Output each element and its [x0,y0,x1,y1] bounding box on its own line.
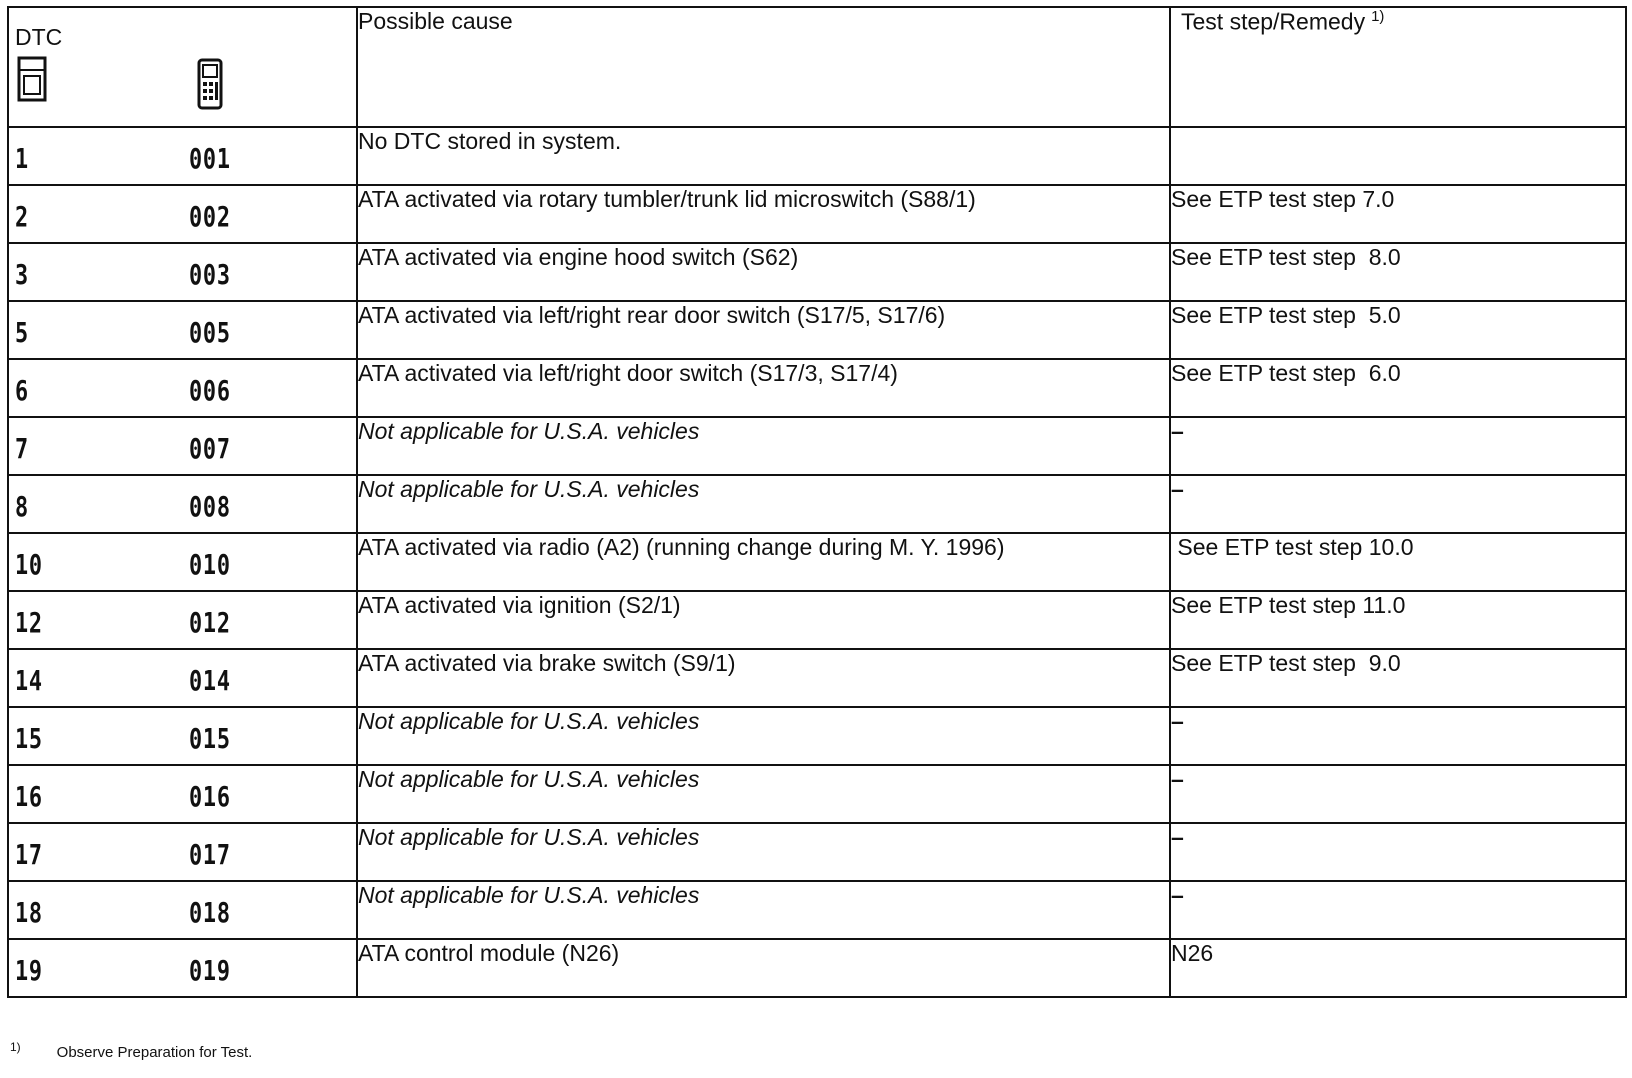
table-row [8,243,1626,301]
possible-cause-cell: ATA activated via rotary tumbler/trunk lid microswitch (S88/1) [357,185,1170,243]
test-step-cell: See ETP test step 11.0 [1170,591,1626,649]
blink-code: 19 [15,954,43,987]
tester-code: 007 [189,432,231,465]
table-row [8,707,1626,765]
blink-code: 18 [15,896,43,929]
blink-code: 8 [15,490,29,523]
blink-code: 16 [15,780,43,813]
blink-code: 2 [15,200,29,233]
possible-cause-cell: ATA activated via left/right door switch (S17/3, S17/4) [357,359,1170,417]
blink-code: 3 [15,258,29,291]
footnote-mark: 1) [10,1040,21,1054]
table-row [8,939,1626,997]
blink-code: 5 [15,316,29,349]
footnote [10,1040,253,1061]
dtc-code-cell [8,707,357,765]
tester-code: 002 [189,200,231,233]
table-row [8,417,1626,475]
header-test-label: Test step/Remedy [1181,8,1366,35]
possible-cause-cell: ATA activated via brake switch (S9/1) [357,649,1170,707]
test-step-cell: – [1170,417,1626,475]
test-step-cell: – [1170,765,1626,823]
table-row [8,359,1626,417]
test-step-cell: See ETP test step 8.0 [1170,243,1626,301]
tester-code: 010 [189,548,231,581]
tester-code: 006 [189,374,231,407]
possible-cause-cell: Not applicable for U.S.A. vehicles [357,475,1170,533]
table-row [8,533,1626,591]
possible-cause-cell: Not applicable for U.S.A. vehicles [357,417,1170,475]
test-step-cell [1170,127,1626,185]
possible-cause-cell: ATA activated via engine hood switch (S62) [357,243,1170,301]
header-dtc-cell [8,7,357,127]
hand-held-tester-icon [195,58,225,110]
possible-cause-cell: Not applicable for U.S.A. vehicles [357,881,1170,939]
table-row [8,881,1626,939]
dtc-code-cell [8,475,357,533]
possible-cause-cell: ATA activated via radio (A2) (running change during M. Y. 1996) [357,533,1170,591]
test-step-cell: See ETP test step 5.0 [1170,301,1626,359]
dtc-code-cell [8,359,357,417]
table-row [8,127,1626,185]
table-row [8,823,1626,881]
dtc-code-cell [8,591,357,649]
table-row [8,475,1626,533]
dtc-code-cell [8,127,357,185]
tester-code: 015 [189,722,231,755]
table-row [8,591,1626,649]
dtc-table [7,6,1627,998]
blink-code: 15 [15,722,43,755]
table-row [8,765,1626,823]
table-row [8,301,1626,359]
blink-code: 6 [15,374,29,407]
tester-code: 014 [189,664,231,697]
blink-code: 7 [15,432,29,465]
header-dtc-label: DTC [15,24,63,50]
dtc-code-cell [8,243,357,301]
possible-cause-cell: ATA control module (N26) [357,939,1170,997]
dtc-code-cell [8,939,357,997]
test-step-cell: – [1170,707,1626,765]
blink-code: 1 [15,142,29,175]
tester-code: 017 [189,838,231,871]
tester-code: 012 [189,606,231,639]
dtc-code-cell [8,301,357,359]
blink-code: 14 [15,664,43,697]
tester-code: 005 [189,316,231,349]
possible-cause-cell: Not applicable for U.S.A. vehicles [357,707,1170,765]
blink-code: 10 [15,548,43,581]
blink-code-display-icon [17,56,47,102]
tester-code: 016 [189,780,231,813]
tester-code: 001 [189,142,231,175]
blink-code: 17 [15,838,43,871]
test-step-cell: – [1170,881,1626,939]
possible-cause-cell: No DTC stored in system. [357,127,1170,185]
test-step-cell: N26 [1170,939,1626,997]
blink-code: 12 [15,606,43,639]
test-step-cell: See ETP test step 6.0 [1170,359,1626,417]
dtc-code-cell [8,765,357,823]
possible-cause-cell: Not applicable for U.S.A. vehicles [357,765,1170,823]
tester-code: 003 [189,258,231,291]
possible-cause-cell: ATA activated via ignition (S2/1) [357,591,1170,649]
tester-code: 019 [189,954,231,987]
header-test-footnote-mark: 1) [1371,8,1385,25]
test-step-cell: – [1170,475,1626,533]
header-test-cell [1170,7,1626,127]
test-step-cell: See ETP test step 7.0 [1170,185,1626,243]
dtc-code-cell [8,649,357,707]
dtc-code-cell [8,823,357,881]
dtc-code-cell [8,881,357,939]
possible-cause-cell: Not applicable for U.S.A. vehicles [357,823,1170,881]
possible-cause-cell: ATA activated via left/right rear door switch (S17/5, S17/6) [357,301,1170,359]
header-cause-label: Possible cause [358,8,513,34]
test-step-cell: See ETP test step 10.0 [1170,533,1626,591]
tester-code: 008 [189,490,231,523]
dtc-code-cell [8,185,357,243]
table-header-row [8,7,1626,127]
header-cause-cell [357,7,1170,127]
dtc-code-cell [8,417,357,475]
footnote-text: Observe Preparation for Test. [56,1044,253,1061]
test-step-cell: – [1170,823,1626,881]
test-step-cell: See ETP test step 9.0 [1170,649,1626,707]
table-row [8,185,1626,243]
dtc-code-cell [8,533,357,591]
table-row [8,649,1626,707]
tester-code: 018 [189,896,231,929]
